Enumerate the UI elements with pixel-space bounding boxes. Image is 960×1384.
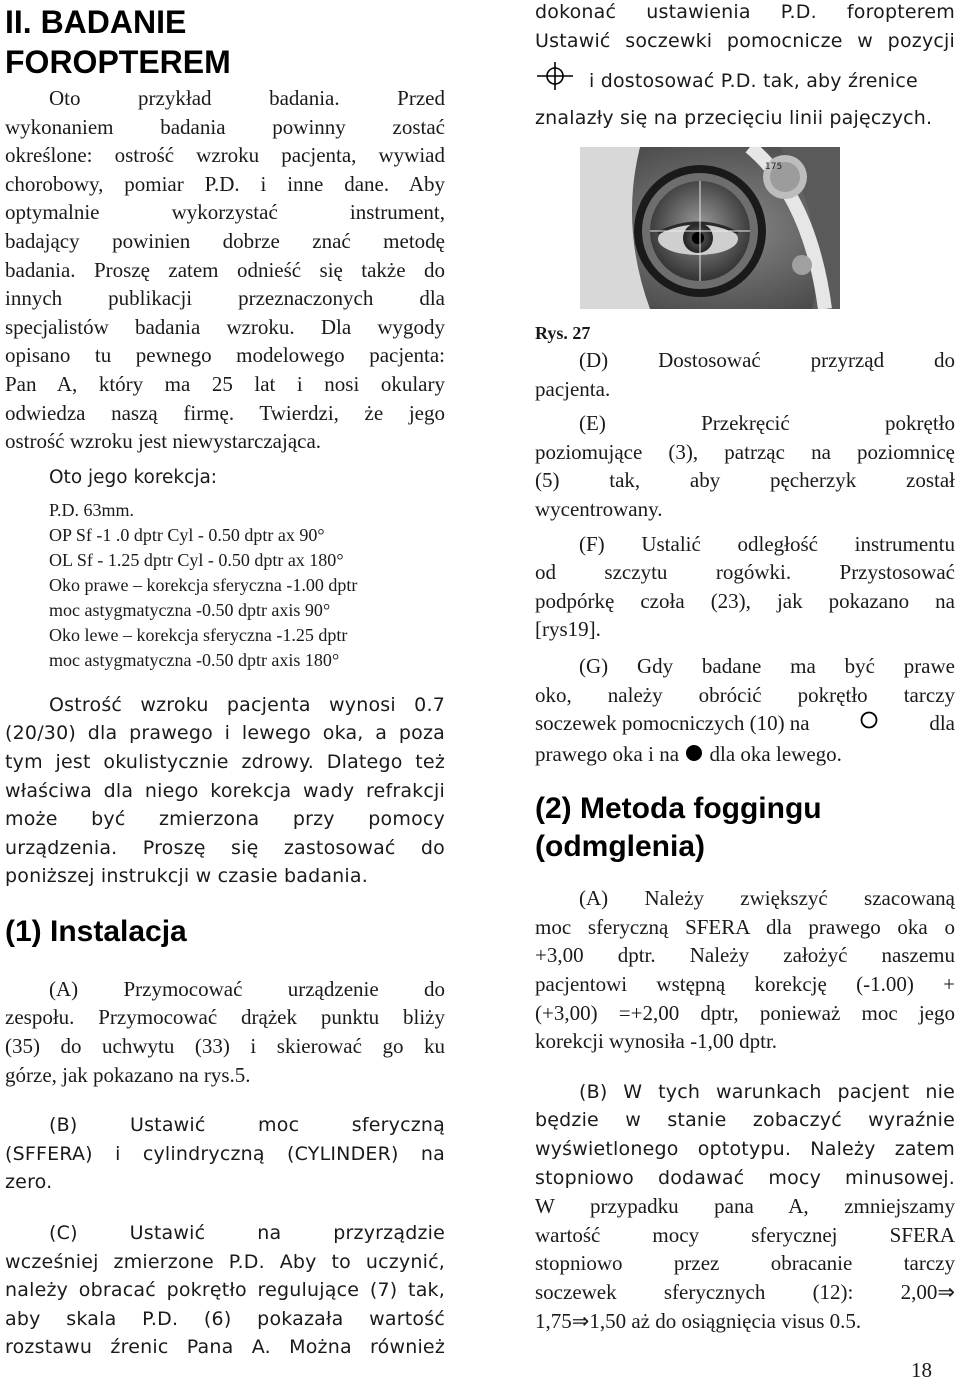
acuity-paragraph: Ostrość wzroku pacjenta wynosi 0.7 (20/30) dla prawego i lewego oka, a poza tym jest okulistycznie zdrowy. Dlatego też właściwa dla niego korekcja wady refrakcji może być zmierzona przy pomocy urządzenia. Proszę się zastosować do poniższej instrukcji w czasie badania. (5, 693, 445, 888)
step-a: (A) Przymocować urządzenie do zespołu. Przymocować drążek punktu bliży (35) do uchwytu (33) i skierować go ku górze, jak pokazano na rys.5. (5, 976, 445, 1087)
step-f: (F) Ustalić odległość instrumentu od szczytu rogówki. Przystosować podpórkę czoła (23), jak pokazano na [rys19]. (535, 531, 955, 642)
step-c: (C) Ustawić na przyrządzie wcześniej zmierzone P.D. Aby to uczynić, należy obracać pokrętło regulujące (7) tak, aby skala P.D. (6) pokazała wartość rozstawu źrenic Pana A. Można również (5, 1222, 445, 1359)
filled-circle-icon (684, 742, 704, 771)
step-e: (E) Przekręcić pokrętło poziomujące (3), patrząc na poziomnicę (5) tak, aby pęcherzyk został wycentrowany. (535, 411, 955, 521)
crosshair-circle-icon (535, 61, 575, 102)
rx-line-right-astig: moc astygmatyczna -0.50 dptr axis 90° (49, 599, 331, 620)
intro-paragraph: Oto przykład badania. Przed wykonaniem badania powinny zostać określone: ostrość wzroku pacjenta, wywiad chorobowy, pomiar P.D. i inne dane. Aby optymalnie wykorzystać instrument, badający powinien dobrze znać metodę badania. Proszę zatem odnieść się także do innych publikacji przeznaczonych dla specjalistów badania wzroku. Dla wygody opisano tu pewnego modelowego pacjenta: Pan A, który ma 25 lat i nosi okulary odwiedza naszą firmę. Twierdzi, że jego ostrość wzroku jest niewystarczająca. (5, 86, 445, 454)
page-number: 18 (911, 1358, 932, 1382)
correction-heading: Oto jego korekcja: (49, 466, 218, 488)
pd-continued: dokonać ustawienia P.D. foropterem Ustawić soczewki pomocnicze w pozycji i dostosować P.D. tak, aby źrenice znalazły się na przecięciu linii pajęczych. (535, 1, 955, 130)
arrow-right-icon: ⇒ (937, 1279, 955, 1304)
prescription-block: P.D. 63mm. OP Sf -1 .0 dptr Cyl - 0.50 dptr ax 90° OL Sf - 1.25 dptr Cyl - 0.50 dptr ax 180° Oko prawe – korekcja sferyczna -1.00 dptr moc astygmatyczna -0.50 dptr axis 90° Oko lewe – korekcja sferyczna -1.25 dptr moc astygmatyczna -0.50 dptr axis 180° (49, 498, 445, 673)
rx-line-op: OP Sf -1 .0 dptr Cyl - 0.50 dptr ax 90° (49, 524, 325, 545)
degree-icon: ° (331, 649, 340, 670)
left-column (5, 0, 445, 1362)
section-heading-fogging: (2) Metoda foggingu (odmglenia) (535, 792, 822, 864)
arrow-right-icon: ⇒ (571, 1308, 590, 1333)
degree-icon: ° (336, 549, 344, 570)
crosshair-line: i dostosować P.D. tak, aby źrenice (535, 61, 955, 102)
fog-step-a: (A) Należy zwiększyć szacowaną moc sferyczną SFERA dla prawego oka o +3,00 dptr. Należy założyć naszemu pacjentowi wstępną korekcję (-1.00) + (+3,00) =+2,00 dptr, ponieważ moc jego korekcji wynosiła -1,00 dptr. (535, 886, 955, 1054)
step-d: (D) Dostosować przyrząd do pacjenta. (535, 348, 955, 401)
figure-caption: Rys. 27 (535, 323, 591, 343)
section-heading-instalacja: (1) Instalacja (5, 914, 187, 948)
rx-line-ol: OL Sf - 1.25 dptr Cyl - 0.50 dptr ax 180° (49, 549, 344, 570)
fog-b-line-arrow: soczewek sferycznych (12): 2,00⇒ (535, 1279, 955, 1304)
right-column (535, 0, 955, 133)
degree-icon: ° (322, 599, 331, 620)
step-g-line-open: soczewek pomocniczych (10) na dla (535, 709, 955, 738)
rx-line-left-astig: moc astygmatyczna -0.50 dptr axis 180° (49, 649, 340, 670)
page-title: II. BADANIE FOROPTEREM (5, 4, 231, 80)
svg-text:175: 175 (765, 162, 783, 172)
right-column-lower (535, 322, 955, 1335)
fog-b-last-line: 1,75⇒1,50 aż do osiągnięcia visus 0.5. (535, 1308, 862, 1333)
step-g: (G) Gdy badane ma być prawe oko, należy obrócić pokrętło tarczy soczewek pomocniczych (10) na dla prawego oka i na dla oka lewego. (535, 652, 955, 770)
degree-icon: ° (317, 524, 325, 545)
open-circle-icon (859, 709, 879, 738)
foropter-eye-photo (580, 147, 840, 309)
step-b: (B) Ustawić moc sferyczną (SFFERA) i cylindryczną (CYLINDER) na zero. (5, 1114, 445, 1194)
step-g-line-filled: prawego oka i na dla oka lewego. (535, 740, 955, 770)
fog-step-b: (B) W tych warunkach pacjent nie będzie w stanie zobaczyć wyraźnie wyświetlonego optotypu. Należy zatem stopniowo dodawać mocy minusowej. W przypadku pana A, zmniejszamy wartość mocy sferycznej SFERA stopniowo przez obracanie tarczy soczewek sferycznych (12): 2,00⇒ 1,75⇒1,50 aż do osiągnięcia visus 0.5. (535, 1078, 955, 1335)
